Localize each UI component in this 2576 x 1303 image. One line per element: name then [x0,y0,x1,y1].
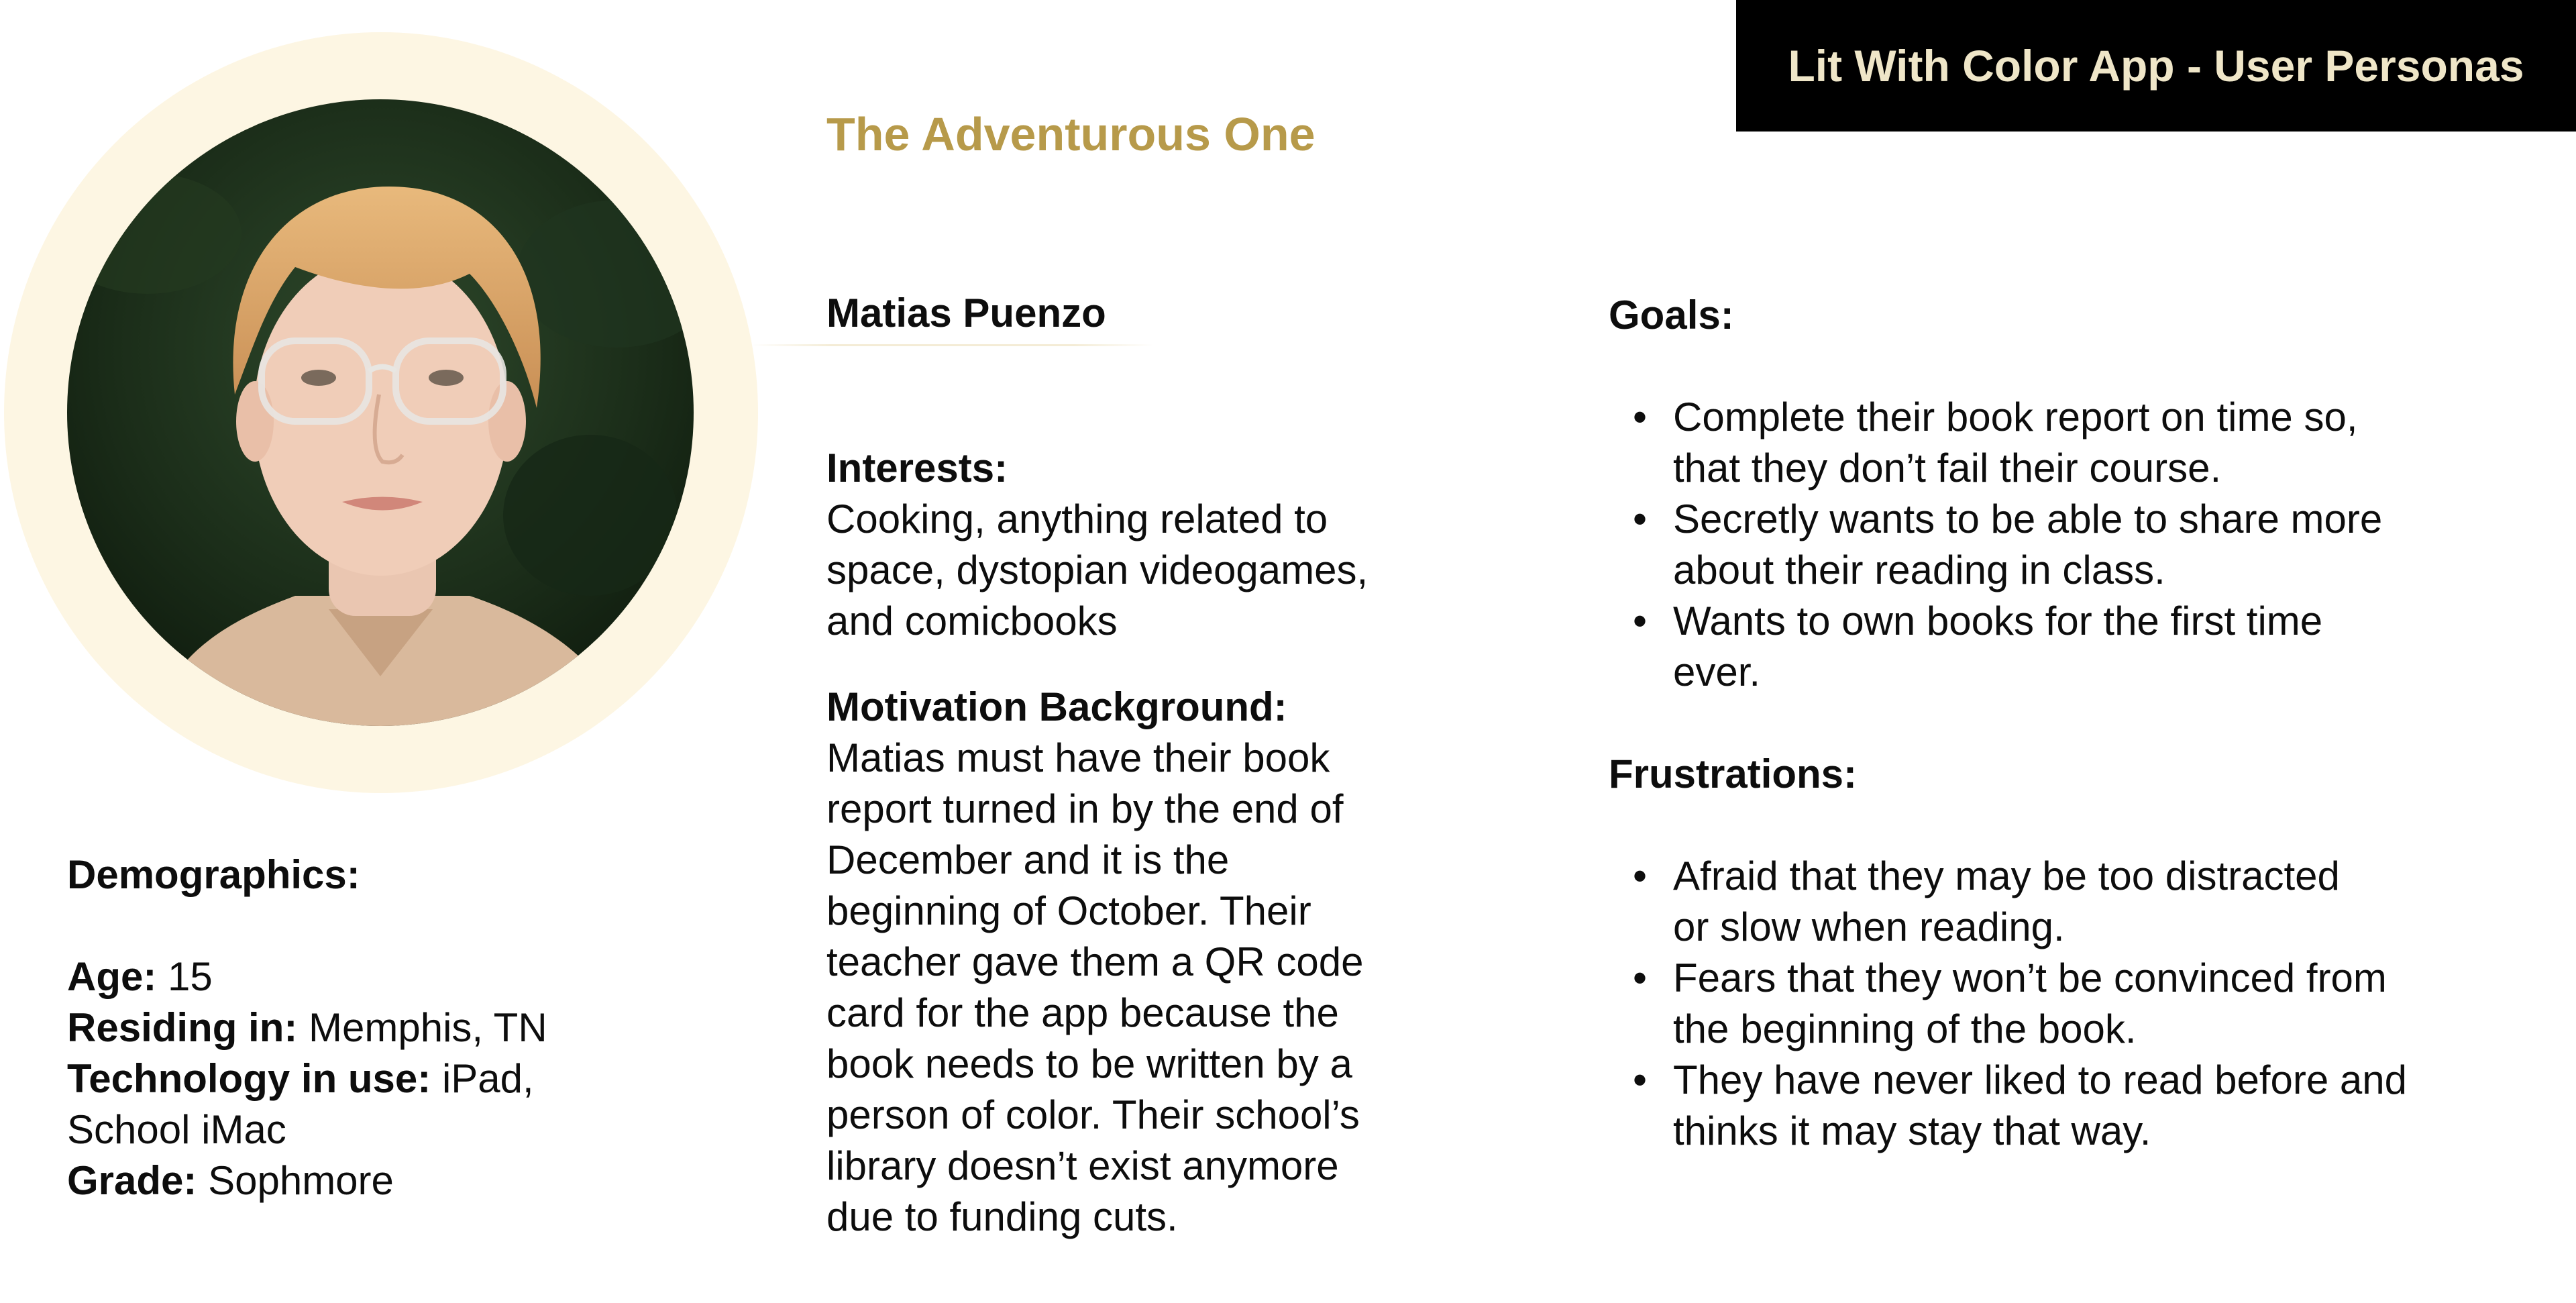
age-row [67,951,738,1002]
page-title: Lit With Color App - User Personas [1788,41,2524,91]
motivation-line: card for the app because the [826,990,1339,1035]
demographics-heading: Demographics: [67,852,360,897]
portrait-photo [67,99,694,726]
motivation-line: December and it is the [826,837,1230,882]
technology-row [67,1053,738,1104]
demographics-section [67,849,738,1206]
frustrations-heading: Frustrations: [1609,751,1858,796]
persona-type: The Adventurous One [826,108,1316,160]
list-item: • They have never liked to read before and thinks it may stay that way. [1673,1055,2548,1157]
grade-value: Sophmore [208,1158,394,1203]
persona-name: Matias Puenzo [826,291,1106,335]
residence-label: Residing in: [67,1005,298,1050]
avatar [67,99,694,726]
interests-line: and comicbooks [826,598,1118,643]
motivation-line: teacher gave them a QR code [826,939,1364,984]
goals-list [1609,392,2548,698]
list-item: • Wants to own books for the first time ever. [1673,596,2548,698]
motivation-line: due to funding cuts. [826,1194,1178,1239]
motivation-line: Matias must have their book [826,735,1330,780]
list-item: • Fears that they won’t be convinced from the beginning of the book. [1673,953,2548,1055]
goals-section [1609,290,2548,698]
grade-row [67,1155,738,1206]
technology-value-cont: School iMac [67,1107,286,1152]
grade-label: Grade: [67,1158,197,1203]
residence-row [67,1002,738,1053]
header-banner [1736,0,2576,132]
age-value: 15 [168,954,213,999]
motivation-line: book needs to be written by a [826,1041,1352,1086]
interests-section [826,443,1470,647]
frustrations-list [1609,851,2548,1157]
interests-line: space, dystopian videogames, [826,548,1368,592]
goals-heading: Goals: [1609,293,1734,337]
motivation-line: report turned in by the end of [826,786,1344,831]
motivation-section [826,682,1470,1243]
interests-line: Cooking, anything related to [826,497,1328,541]
list-item: • Complete their book report on time so, that they don’t fail their course. [1673,392,2548,494]
motivation-line: person of color. Their school’s [826,1092,1360,1137]
list-item: • Afraid that they may be too distracted or slow when reading. [1673,851,2548,953]
frustrations-section [1609,749,2548,1157]
motivation-heading: Motivation Background: [826,684,1287,729]
interests-heading: Interests: [826,446,1008,490]
technology-label: Technology in use: [67,1056,431,1101]
residence-value: Memphis, TN [309,1005,547,1050]
motivation-line: beginning of October. Their [826,888,1311,933]
technology-value: iPad, [441,1056,534,1101]
motivation-line: library doesn’t exist anymore [826,1143,1339,1188]
age-label: Age: [67,954,157,999]
list-item: • Secretly wants to be able to share more about their reading in class. [1673,494,2548,596]
name-divider [751,344,1154,346]
